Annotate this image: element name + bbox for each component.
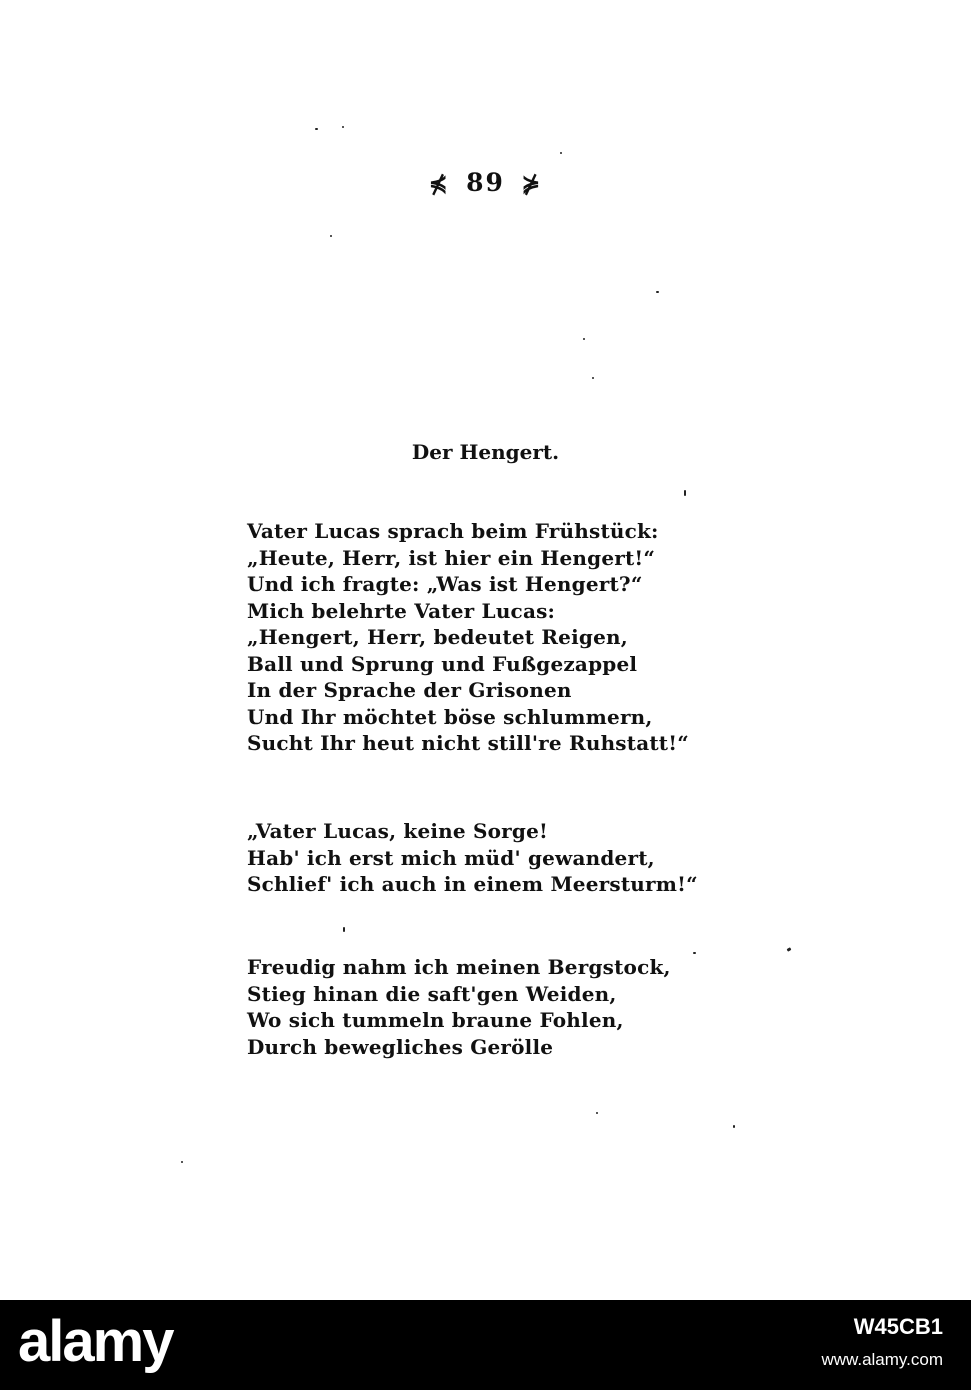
poem-line: Sucht Ihr heut nicht still're Ruhstatt!“ bbox=[247, 731, 689, 755]
poem-title: Der Hengert. bbox=[411, 440, 560, 464]
page-number bbox=[0, 168, 971, 197]
poem-line: Schlief' ich auch in einem Meersturm!“ bbox=[247, 872, 698, 896]
poem-line: Und ich fragte: „Was ist Hengert?“ bbox=[247, 572, 643, 596]
poem-line: „Vater Lucas, keine Sorge! bbox=[247, 819, 549, 843]
scan-speck bbox=[656, 291, 659, 293]
scan-speck bbox=[596, 1112, 598, 1114]
watermark-footer bbox=[0, 1300, 971, 1390]
poem-line: Ball und Sprung und Fußgezappel bbox=[247, 651, 638, 676]
poem-line: In der Sprache der Grisonen bbox=[247, 678, 572, 702]
page-number-ornament-left: ⋠ bbox=[428, 171, 450, 197]
scan-speck bbox=[560, 152, 562, 154]
scan-speck bbox=[330, 235, 332, 237]
poem-line: Durch bewegliches Gerölle bbox=[247, 1034, 554, 1059]
scan-speck bbox=[181, 1161, 183, 1163]
poem-line: Mich belehrte Vater Lucas: bbox=[247, 598, 556, 623]
poem-line: Und Ihr möchtet böse schlummern, bbox=[247, 704, 653, 729]
poem-line: „Heute, Herr, ist hier ein Hengert!“ bbox=[247, 545, 656, 570]
scan-speck bbox=[693, 952, 696, 954]
page-number-ornament-right: ⋡ bbox=[521, 171, 543, 197]
scan-speck bbox=[583, 338, 585, 340]
scan-speck bbox=[684, 490, 686, 496]
footer-url: www.alamy.com bbox=[821, 1350, 943, 1369]
stanza-1 bbox=[247, 518, 689, 757]
stanza-3 bbox=[247, 954, 671, 1060]
brand-logo: alamy bbox=[18, 1309, 173, 1374]
scan-speck bbox=[787, 947, 792, 952]
poem-line: Vater Lucas sprach beim Frühstück: bbox=[247, 519, 659, 543]
poem-line: Wo sich tummeln braune Fohlen, bbox=[247, 1008, 624, 1032]
poem-line: Stieg hinan die saft'gen Weiden, bbox=[247, 981, 617, 1006]
poem-line: Hab' ich erst mich müd' gewandert, bbox=[247, 845, 655, 870]
scan-speck bbox=[592, 377, 594, 379]
scan-speck bbox=[343, 927, 345, 932]
poem-line: Freudig nahm ich meinen Bergstock, bbox=[247, 955, 671, 979]
stock-image-id: W45CB1 bbox=[853, 1314, 943, 1339]
poem-line: „Hengert, Herr, bedeutet Reigen, bbox=[247, 625, 628, 649]
scan-speck bbox=[733, 1125, 735, 1128]
scan-speck bbox=[342, 126, 344, 128]
stanza-2 bbox=[247, 818, 698, 898]
page-number-value: 89 bbox=[466, 168, 505, 197]
scan-speck bbox=[315, 128, 318, 130]
